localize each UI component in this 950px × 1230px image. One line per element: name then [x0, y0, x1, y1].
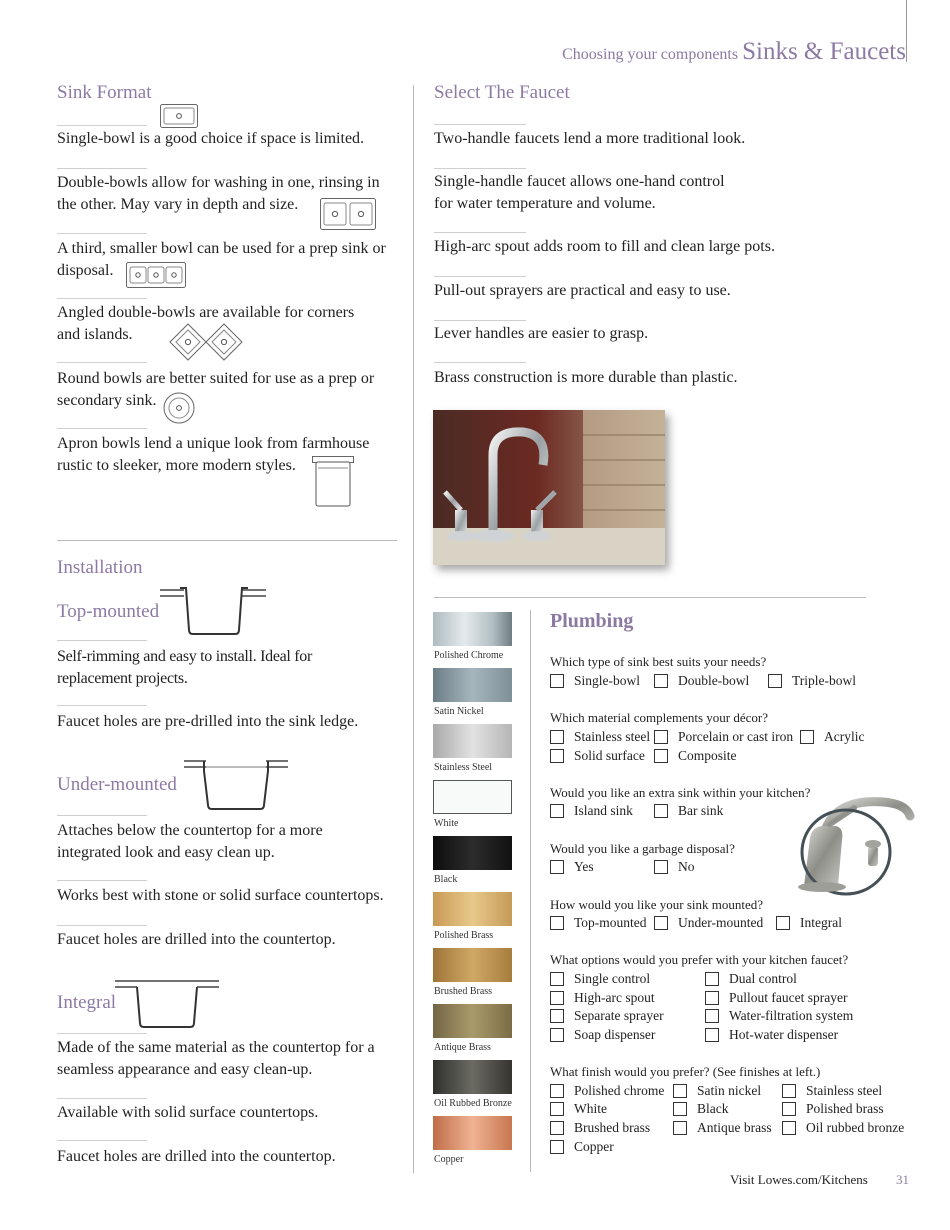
swatch-polished-chrome: [433, 612, 512, 646]
checkbox-double-bowl[interactable]: Double-bowl: [654, 673, 749, 689]
section-divider: [57, 540, 397, 541]
divider: [57, 298, 147, 299]
checkbox-brushed-brass[interactable]: Brushed brass: [550, 1120, 650, 1136]
divider: [434, 362, 526, 363]
checkbox-water-filtration[interactable]: Water-filtration system: [705, 1008, 853, 1024]
divider: [434, 232, 526, 233]
sink-format-item-6: Apron bowls lend a unique look from farmhouse rustic to sleeker, more modern styles.: [57, 435, 370, 474]
faucet-item-3: High-arc spout adds room to fill and clean large pots.: [434, 238, 775, 255]
checkbox-stainless-steel-finish[interactable]: Stainless steel: [782, 1083, 882, 1099]
sink-format-title: Sink Format: [57, 82, 152, 103]
swatch-label: Satin Nickel: [434, 706, 484, 717]
single-bowl-sink-icon: [160, 104, 198, 128]
divider: [434, 124, 526, 125]
swatch-oil-rubbed-bronze: [433, 1060, 512, 1094]
checkbox-satin-nickel[interactable]: Satin nickel: [673, 1083, 761, 1099]
double-bowl-sink-icon: [320, 198, 376, 230]
column-divider-left: [413, 85, 414, 1173]
swatch-label: Brushed Brass: [434, 986, 493, 997]
swatch-black: [433, 836, 512, 870]
footer-site: Visit Lowes.com/Kitchens: [730, 1172, 868, 1187]
checkbox-polished-brass[interactable]: Polished brass: [782, 1101, 884, 1117]
under-mounted-item-1: Attaches below the countertop for a more integrated look and easy clean up.: [57, 822, 323, 861]
sink-format-item-4: Angled double-bowls are available for corners and islands.: [57, 304, 355, 343]
section-divider: [434, 597, 866, 598]
divider: [434, 320, 526, 321]
divider: [434, 276, 526, 277]
swatch-satin-nickel: [433, 668, 512, 702]
faucet-title: Select The Faucet: [434, 82, 570, 103]
top-mounted-sink-icon: [160, 584, 266, 636]
header-kicker: Choosing your components: [562, 46, 739, 63]
checkbox-island-sink[interactable]: Island sink: [550, 803, 633, 819]
faucet-item-2: Single-handle faucet allows one-hand control for water temperature and volume.: [434, 173, 725, 212]
checkbox-porcelain-cast-iron[interactable]: Porcelain or cast iron: [654, 729, 793, 745]
faucet-item-1: Two-handle faucets lend a more traditional look.: [434, 130, 746, 147]
sink-format-item-1: Single-bowl is a good choice if space is limited.: [57, 130, 365, 147]
checkbox-under-mounted[interactable]: Under-mounted: [654, 915, 763, 931]
column-divider-swatches: [530, 610, 531, 1172]
top-mounted-item-1: Self-rimming and easy to install. Ideal for replacement projects.: [57, 648, 313, 687]
faucet-item-5: Lever handles are easier to grasp.: [434, 325, 649, 342]
divider: [57, 1140, 147, 1141]
checkbox-stainless-steel[interactable]: Stainless steel: [550, 729, 650, 745]
swatch-polished-brass: [433, 892, 512, 926]
divider: [57, 705, 147, 706]
checkbox-composite[interactable]: Composite: [654, 748, 737, 764]
checkbox-white[interactable]: White: [550, 1101, 607, 1117]
integral-item-3: Faucet holes are drilled into the countertop.: [57, 1148, 336, 1165]
divider: [57, 168, 147, 169]
checkbox-pullout-sprayer[interactable]: Pullout faucet sprayer: [705, 990, 847, 1006]
swatch-label: Copper: [434, 1154, 464, 1165]
swatch-white: [433, 780, 512, 814]
checkbox-disposal-yes[interactable]: Yes: [550, 859, 594, 875]
checkbox-disposal-no[interactable]: No: [654, 859, 695, 875]
plumbing-title: Plumbing: [550, 610, 634, 632]
checkbox-soap-dispenser[interactable]: Soap dispenser: [550, 1027, 655, 1043]
swatch-brushed-brass: [433, 948, 512, 982]
question: Which material complements your décor?: [550, 710, 769, 725]
triple-bowl-sink-icon: [126, 262, 186, 288]
divider: [57, 880, 147, 881]
question: What options would you prefer with your kitchen faucet?: [550, 952, 849, 967]
installation-title: Installation: [57, 557, 143, 578]
faucet-item-4: Pull-out sprayers are practical and easy to use.: [434, 282, 731, 299]
sink-format-item-5: Round bowls are better suited for use as a prep or secondary sink.: [57, 370, 375, 409]
divider: [57, 1098, 147, 1099]
swatch-label: Polished Brass: [434, 930, 494, 941]
sink-format-item-3: A third, smaller bowl can be used for a prep sink or disposal.: [57, 240, 386, 279]
checkbox-single-control[interactable]: Single control: [550, 971, 650, 987]
swatch-copper: [433, 1116, 512, 1150]
swatch-label: Oil Rubbed Bronze: [434, 1098, 512, 1109]
checkbox-top-mounted[interactable]: Top-mounted: [550, 915, 647, 931]
pullout-faucet-image: [764, 794, 914, 898]
faucet-photo: [433, 410, 665, 565]
under-mounted-title: Under-mounted: [57, 774, 177, 795]
swatch-label: Polished Chrome: [434, 650, 504, 661]
divider: [57, 640, 147, 641]
page-header: [562, 38, 906, 66]
divider: [434, 168, 526, 169]
checkbox-integral[interactable]: Integral: [776, 915, 842, 931]
under-mounted-item-3: Faucet holes are drilled into the countertop.: [57, 931, 336, 948]
swatch-label: Antique Brass: [434, 1042, 491, 1053]
checkbox-hot-water-dispenser[interactable]: Hot-water dispenser: [705, 1027, 838, 1043]
integral-item-1: Made of the same material as the countertop for a seamless appearance and easy clean-up.: [57, 1039, 375, 1078]
top-mounted-item-2: Faucet holes are pre-drilled into the sink ledge.: [57, 713, 359, 730]
question: Which type of sink best suits your needs?: [550, 654, 767, 669]
checkbox-high-arc-spout[interactable]: High-arc spout: [550, 990, 655, 1006]
top-mounted-title: Top-mounted: [57, 601, 160, 622]
sink-format-item-2: Double-bowls allow for washing in one, rinsing in the other. May vary in depth and size.: [57, 174, 380, 213]
question: Would you like an extra sink within your kitchen?: [550, 785, 811, 800]
header-title: Sinks & Faucets: [742, 38, 906, 65]
swatch-label: White: [434, 818, 459, 829]
checkbox-solid-surface[interactable]: Solid surface: [550, 748, 645, 764]
integral-title: Integral: [57, 992, 117, 1013]
faucet-item-6: Brass construction is more durable than plastic.: [434, 369, 738, 386]
checkbox-separate-sprayer[interactable]: Separate sprayer: [550, 1008, 664, 1024]
checkbox-acrylic[interactable]: Acrylic: [800, 729, 864, 745]
under-mounted-item-2: Works best with stone or solid surface countertops.: [57, 887, 384, 904]
divider: [57, 1033, 147, 1034]
checkbox-single-bowl[interactable]: Single-bowl: [550, 673, 640, 689]
checkbox-triple-bowl[interactable]: Triple-bowl: [768, 673, 856, 689]
swatch-stainless-steel: [433, 724, 512, 758]
question: Would you like a garbage disposal?: [550, 841, 735, 856]
integral-sink-icon: [115, 977, 219, 1031]
angled-double-bowl-sink-icon: [168, 322, 244, 362]
checkbox-black[interactable]: Black: [673, 1101, 729, 1117]
apron-sink-icon: [312, 456, 354, 508]
checkbox-copper[interactable]: Copper: [550, 1139, 614, 1155]
divider: [57, 125, 147, 126]
divider: [57, 362, 147, 363]
question: What finish would you prefer? (See finishes at left.): [550, 1064, 821, 1079]
swatch-antique-brass: [433, 1004, 512, 1038]
checkbox-oil-rubbed-bronze[interactable]: Oil rubbed bronze: [782, 1120, 904, 1136]
divider: [57, 428, 147, 429]
checkbox-polished-chrome[interactable]: Polished chrome: [550, 1083, 664, 1099]
page-number: 31: [896, 1172, 909, 1187]
swatch-label: Stainless Steel: [434, 762, 493, 773]
question: How would you like your sink mounted?: [550, 897, 764, 912]
under-mounted-sink-icon: [184, 757, 288, 813]
divider: [57, 233, 147, 234]
header-rule: [906, 0, 907, 62]
checkbox-bar-sink[interactable]: Bar sink: [654, 803, 723, 819]
divider: [57, 815, 147, 816]
round-bowl-sink-icon: [163, 392, 195, 424]
swatch-label: Black: [434, 874, 458, 885]
checkbox-dual-control[interactable]: Dual control: [705, 971, 797, 987]
divider: [57, 925, 147, 926]
checkbox-antique-brass[interactable]: Antique brass: [673, 1120, 772, 1136]
integral-item-2: Available with solid surface countertops.: [57, 1104, 319, 1121]
